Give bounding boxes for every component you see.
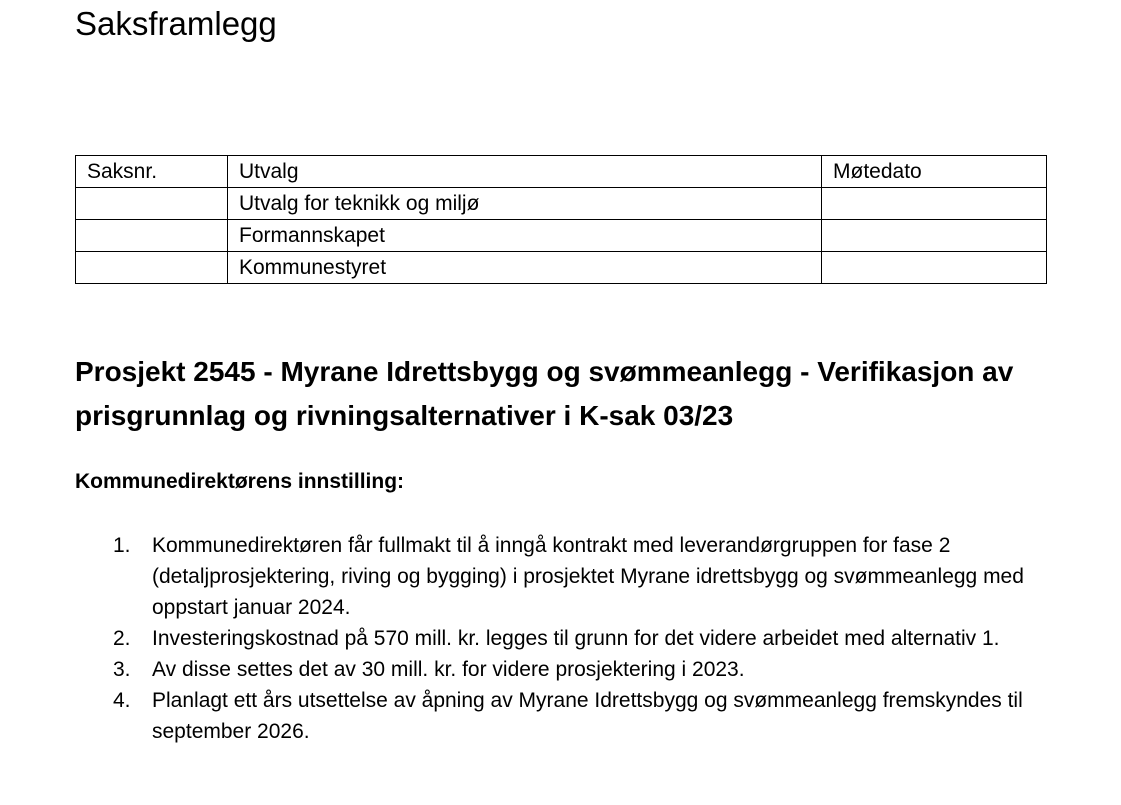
recommendation-list (0, 530, 1121, 747)
cell-utvalg: Kommunestyret (228, 252, 822, 284)
header-utvalg: Utvalg (228, 156, 822, 188)
list-item (0, 623, 1052, 654)
list-item (0, 654, 1052, 685)
document-title: Saksframlegg (75, 5, 277, 42)
cell-saksnr (76, 220, 228, 252)
table-row (76, 220, 1047, 252)
list-item-number: 1. (113, 534, 131, 557)
table-row (76, 252, 1047, 284)
header-motedato: Møtedato (822, 156, 1047, 188)
list-item-text: Planlagt ett års utsettelse av åpning av Myrane Idrettsbygg og svømmeanlegg fremskyndes til september 2026. (152, 689, 1023, 743)
cell-motedato (822, 220, 1047, 252)
list-item-number: 2. (113, 627, 131, 650)
case-heading: Prosjekt 2545 - Myrane Idrettsbygg og svømmeanlegg - Verifikasjon av prisgrunnlag og rivningsalternativer i K-sak 03/23 (75, 356, 1014, 431)
cell-utvalg: Formannskapet (228, 220, 822, 252)
cell-motedato (822, 252, 1047, 284)
table-header-row (76, 156, 1047, 188)
cell-saksnr (76, 252, 228, 284)
list-item-text: Investeringskostnad på 570 mill. kr. legges til grunn for det videre arbeidet med alternativ 1. (152, 627, 1000, 650)
list-item-text: Kommunedirektøren får fullmakt til å inngå kontrakt med leverandørgruppen for fase 2 (detaljprosjektering, riving og bygging) i prosjektet Myrane idrettsbygg og svømmeanlegg med oppstart januar 2024. (152, 534, 1024, 619)
list-item (0, 685, 1052, 747)
cell-saksnr (76, 188, 228, 220)
list-item-number: 3. (113, 658, 131, 681)
cell-utvalg: Utvalg for teknikk og miljø (228, 188, 822, 220)
header-saksnr: Saksnr. (76, 156, 228, 188)
list-item-text: Av disse settes det av 30 mill. kr. for videre prosjektering i 2023. (152, 658, 745, 681)
table-row (76, 188, 1047, 220)
list-item-number: 4. (113, 689, 131, 712)
list-item (0, 530, 1052, 623)
recommendation-heading: Kommunedirektørens innstilling: (75, 470, 405, 493)
cell-motedato (822, 188, 1047, 220)
meeting-table (75, 155, 1047, 284)
